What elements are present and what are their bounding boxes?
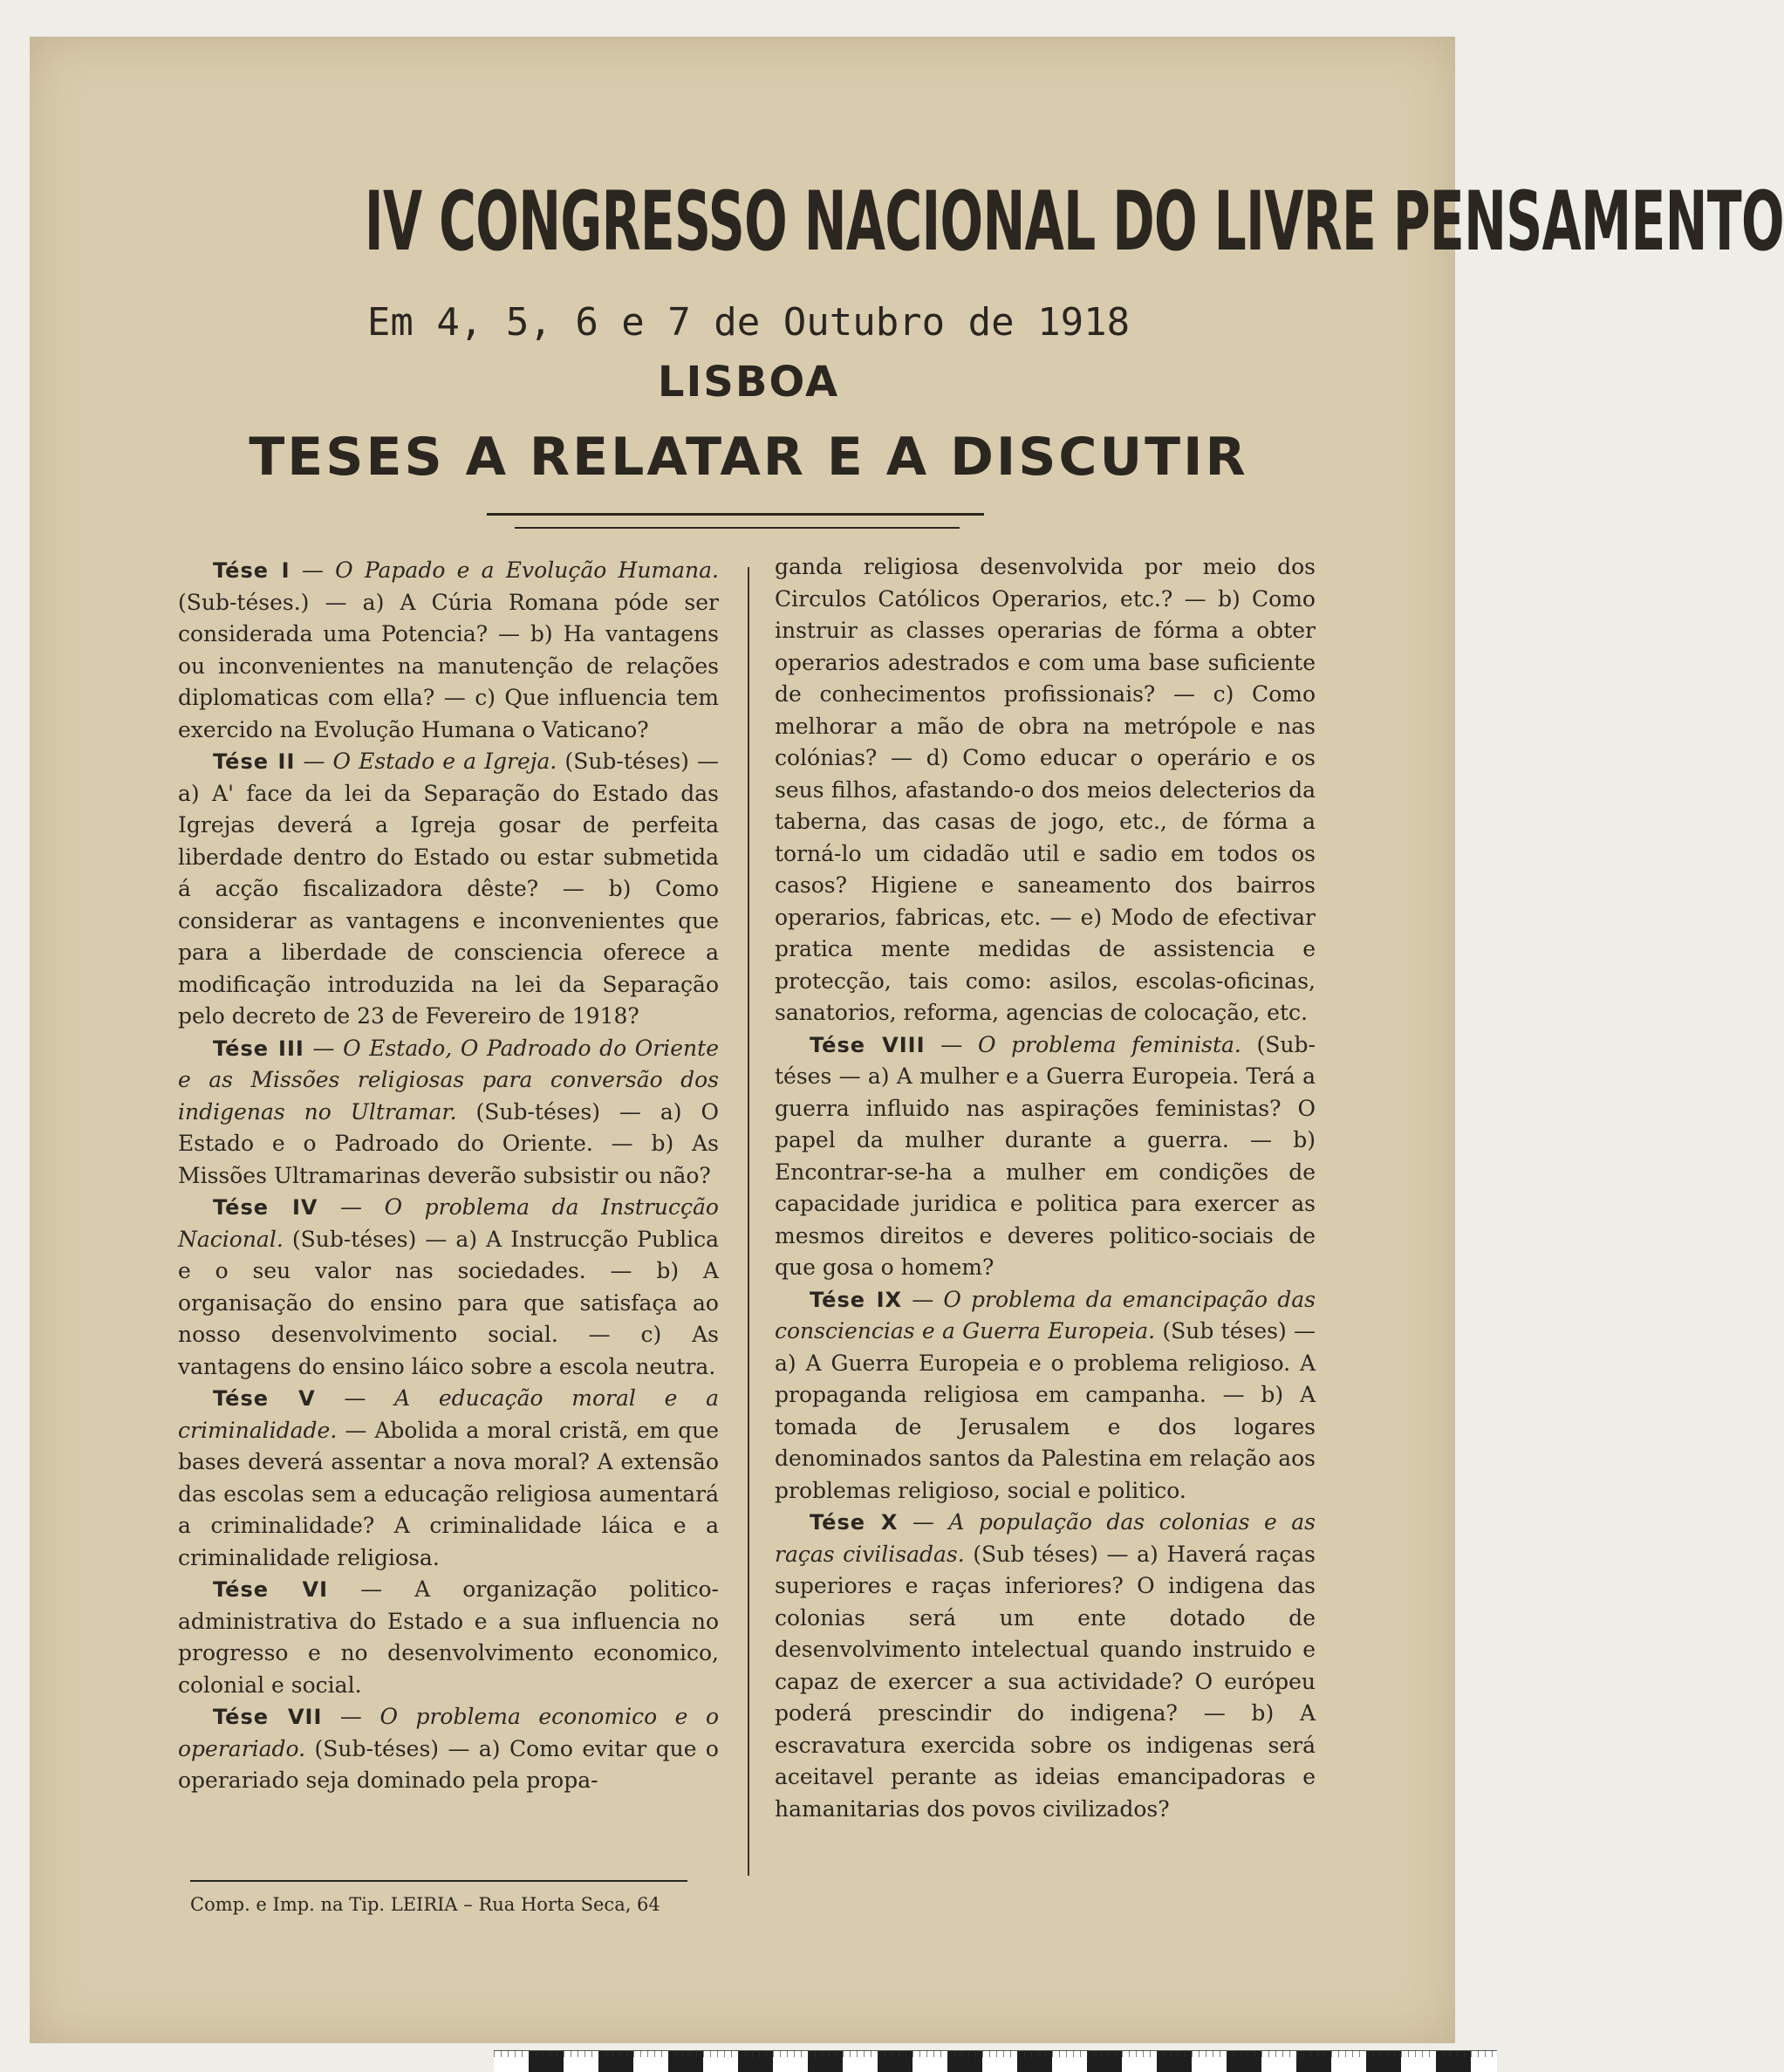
thesis-4: Tése IV — O problema da Instrucção Nacional. (Sub-téses) — a) A Instrucção Publica e o seu valor nas sociedades. — b) A organisação do ensino para que satisfaça ao nosso desenvolvimento social. — c) As vantagens do ensino láico sobre a escola neutra. (178, 1194, 719, 1379)
thesis-label: Tése X (810, 1510, 899, 1535)
thesis-label: Tése IX (810, 1287, 903, 1312)
congress-dates: Em 4, 5, 6 e 7 de Outubro de 1918 (366, 300, 1131, 345)
thesis-8: Tése VIII — O problema feminista. (Sub-téses — a) A mulher e a Guerra Europeia. Terá a guerra influido nas aspirações feministas? O papel da mulher durante a guerra. — b) Encontrar-se-ha a mulher em condições de capacidade juridica e politica para exercer as mesmos direitos e deveres politico-sociais de que gosa o homem? (775, 1031, 1316, 1280)
heading-rule-top (487, 513, 984, 516)
thesis-label: Tése VI (213, 1577, 329, 1602)
thesis-label: Tése II (213, 749, 296, 774)
thesis-body: (Sub-téses) — a) O Estado e o Padroado do Oriente. — b) As Missões Ultramarinas deverão subsistir ou não? (178, 1098, 719, 1188)
thesis-subject: O problema economico e o operariado. (178, 1704, 720, 1761)
thesis-3: Tése III — O Estado, O Padroado do Oriente e as Missões religiosas para conversão dos indigenas no Ultramar. (Sub-téses) — a) O Estado e o Padroado do Oriente. — b) As Missões Ultramarinas deverão subsistir ou não? (178, 1035, 719, 1188)
thesis-body: (Sub-téses.) — a) A Cúria Romana póde ser considerada uma Potencia? — b) Ha vantagens ou inconvenientes na manutenção de relações diplomaticas com ella? — c) Que influencia tem exercido na Evolução Humana o Vaticano? (178, 589, 719, 742)
scale-ruler-ticks (494, 2050, 1497, 2057)
thesis-body: A organização politico-administrativa do Estado e a sua influencia no progresso e no desenvolvimento economico, colonial e social. (178, 1576, 719, 1698)
thesis-body: (Sub-téses) — a) A' face da lei da Separação do Estado das Igrejas deverá a Igreja gosar de perfeita liberdade dentro do Estado ou estar submetida á acção fiscalizadora dêste? — b) Como considerar as vantagens e inconvenientes que para a liberdade de consciencia oferece a modificação introduzida na lei da Separação pelo decreto de 23 de Fevereiro de 1918? (178, 749, 719, 1029)
thesis-label: Tése III (213, 1036, 304, 1061)
thesis-subject: O problema da emancipação das consciencias e a Guerra Europeia. (775, 1286, 1316, 1344)
thesis-body: — Abolida a moral cristã, em que bases deverá assentar a nova moral? A extensão das escolas sem a educação religiosa aumentará a criminalidade? A criminalidade láica e a criminalidade religiosa. (178, 1417, 719, 1570)
thesis-label: Tése I (213, 558, 290, 583)
thesis-7-continuation: ganda religiosa desenvolvida por meio dos Circulos Católicos Operarios, etc.? — b) Como instruir as classes operarias de fórma a obter operarios adestrados e com uma base suficiente de conhecimentos profissionais? — c) Como melhorar a mão de obra na metrópole e nas colónias? — d) Como educar o operário e os seus filhos, afastando-o dos meios delecterios da taberna, das casas de jogo, etc., de fórma a torná-lo um cidadão util e sadio em todos os casos? Higiene e saneamento dos bairros operarios, fabricas, etc. — e) Modo de efectivar pratica mente medidas de assistencia e protecção, tais como: asilos, escolas-oficinas, sanatorios, reforma, agencias de colocação, etc. (775, 554, 1316, 1025)
thesis-body: (Sub-téses) — a) Como evitar que o operariado seja dominado pela propa- (178, 1735, 719, 1793)
thesis-2: Tése II — O Estado e a Igreja. (Sub-téses) — a) A' face da lei da Separação do Estado das Igrejas deverá a Igreja gosar de perfeita liberdade dentro do Estado ou estar submetida á acção fiscalizadora dêste? — b) Como considerar as vantagens e inconvenientes que para a liberdade de consciencia oferece a modificação introduzida na lei da Separação pelo decreto de 23 de Fevereiro de 1918? (178, 749, 719, 1029)
theses-heading: TESES A RELATAR E A DISCUTIR (249, 427, 1248, 488)
thesis-body: (Sub téses) — a) A Guerra Europeia e o problema religioso. A propaganda religiosa em campanha. — b) A tomada de Jerusalem e dos logares denominados santos da Palestina em relação aos problemas religioso, social e politico. (775, 1318, 1316, 1503)
right-column (775, 551, 1316, 1825)
thesis-body: (Sub téses) — a) Haverá raças superiores e raças inferiores? O indigena das colonias será um ente dotado de desenvolvimento intelectual quando instruido e capaz de exercer a sua actividade? O európeu poderá prescindir do indigena? — b) A escravatura exercida sobre os indigenas será aceitavel perante as ideias emancipadoras e hamanitarias dos povos civilizados? (775, 1541, 1316, 1822)
printer-imprint: Comp. e Imp. na Tip. LEIRIA – Rua Horta Seca, 64 (190, 1894, 660, 1915)
thesis-label: Tése VII (213, 1705, 323, 1729)
thesis-subject: A população das colonias e as raças civilisadas. (775, 1509, 1316, 1567)
thesis-body: (Sub-téses — a) A mulher e a Guerra Europeia. Terá a guerra influido nas aspirações feministas? O papel da mulher durante a guerra. — b) Encontrar-se-ha a mulher em condições de capacidade juridica e politica para exercer as mesmos direitos e deveres politico-sociais de que gosa o homem? (775, 1031, 1316, 1280)
thesis-1: Tése I — O Papado e a Evolução Humana. (Sub-téses.) — a) A Cúria Romana póde ser considerada uma Potencia? — b) Ha vantagens ou inconvenientes na manutenção de relações diplomaticas com ella? — c) Que influencia tem exercido na Evolução Humana o Vaticano? (178, 557, 719, 742)
poster-title: IV CONGRESSO NACIONAL DO LIVRE PENSAMENTO (364, 174, 1784, 270)
thesis-label: Tése IV (213, 1195, 318, 1220)
thesis-subject: O Estado, O Padroado do Oriente e as Missões religiosas para conversão dos indigenas no Ultramar. (178, 1035, 719, 1125)
congress-city: LISBOA (657, 358, 840, 407)
thesis-subject: O Papado e a Evolução Humana. (335, 557, 719, 583)
heading-rule-bottom (515, 527, 960, 529)
thesis-10: Tése X — A população das colonias e as raças civilisadas. (Sub téses) — a) Haverá raças superiores e raças inferiores? O indigena das colonias será um ente dotado de desenvolvimento intelectual quando instruido e capaz de exercer a sua actividade? O európeu poderá prescindir do indigena? — b) A escravatura exercida sobre os indigenas será aceitavel perante as ideias emancipadoras e hamanitarias dos povos civilizados? (775, 1509, 1316, 1822)
thesis-label: Tése VIII (810, 1032, 926, 1057)
thesis-subject: O problema da Instrucção Nacional. (178, 1194, 719, 1252)
imprint-rule (190, 1880, 687, 1882)
column-divider (748, 567, 749, 1876)
left-column (178, 555, 719, 1797)
thesis-6: Tése VI — A organização politico-administrativa do Estado e a sua influencia no progresso e no desenvolvimento economico, colonial e social. (178, 1576, 719, 1698)
thesis-7: Tése VII — O problema economico e o operariado. (Sub-téses) — a) Como evitar que o operariado seja dominado pela propa- (178, 1704, 720, 1793)
thesis-subject: O problema feminista. (977, 1031, 1241, 1057)
thesis-body: (Sub-téses) — a) A Instrucção Publica e o seu valor nas sociedades. — b) A organisação do ensino para que satisfaça ao nosso desenvolvimento social. — c) As vantagens do ensino láico sobre a escola neutra. (178, 1226, 719, 1379)
thesis-subject: A educação moral e a criminalidade. (178, 1385, 719, 1443)
thesis-label: Tése V (213, 1386, 316, 1411)
thesis-subject: O Estado e a Igreja. (332, 749, 557, 774)
thesis-5: Tése V — A educação moral e a criminalidade. — Abolida a moral cristã, em que bases deverá assentar a nova moral? A extensão das escolas sem a educação religiosa aumentará a criminalidade? A criminalidade láica e a criminalidade religiosa. (178, 1385, 719, 1570)
thesis-9: Tése IX — O problema da emancipação das consciencias e a Guerra Europeia. (Sub téses) — a) A Guerra Europeia e o problema religioso. A propaganda religiosa em campanha. — b) A tomada de Jerusalem e dos logares denominados santos da Palestina em relação aos problemas religioso, social e politico. (775, 1286, 1316, 1503)
